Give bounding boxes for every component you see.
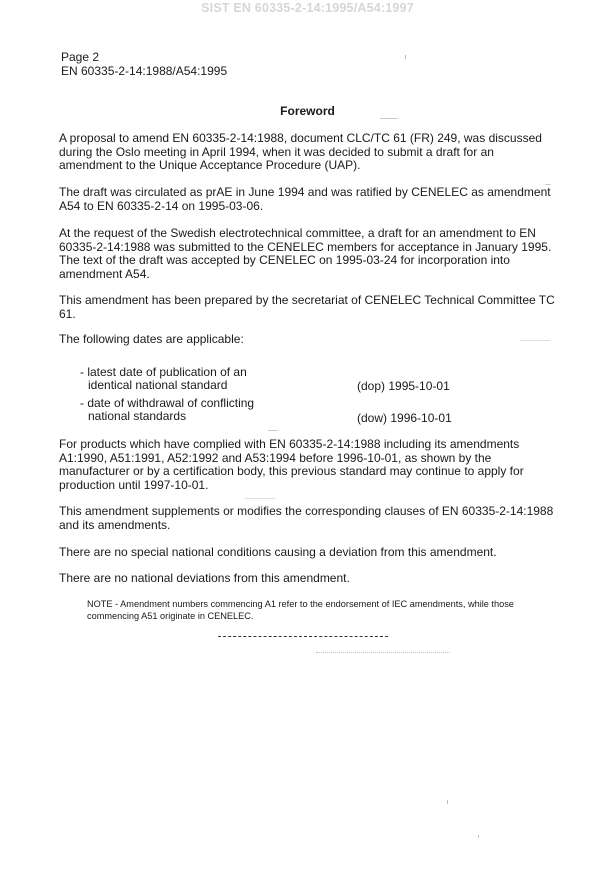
dop-label-line2: identical national standard [88,378,228,392]
dow-label-line1: - date of withdrawal of conflicting [80,396,255,410]
dow-code: (dow) [357,411,388,425]
scan-speck [268,430,278,431]
foreword-heading: Foreword [280,104,335,118]
scan-speck [545,184,551,185]
document-reference: EN 60335-2-14:1988/A54:1995 [61,64,228,78]
page-number: Page 2 [61,50,100,64]
scan-speck [447,800,448,804]
end-rule [218,636,388,637]
scan-speck [478,835,479,838]
dop-label-line1: - latest date of publication of an [80,365,247,379]
note: NOTE - Amendment numbers commencing A1 refer to the endorsement of IEC amendments, while those commencing A51 originate in CENELEC. [87,599,514,621]
paragraph-special-conditions: There are no special national conditions causing a deviation from this amendment. [59,545,497,559]
dop-code: (dop) [357,379,386,393]
scan-artifact [316,652,450,653]
paragraph-swedish-request: At the request of the Swedish electrotechnical committee, a draft for an amendment to EN 60335-2-14:1988 was submitted to the CENELEC members for acceptance in January 1995. The text of the draft was accepted by CENELEC on 1995-03-24 for incorporation into amendment A54. [59,226,552,281]
scan-speck [245,498,275,499]
dow-date [357,411,452,425]
dop-value: 1995-10-01 [388,379,450,393]
scan-speck [405,55,406,59]
paragraph-supplements: This amendment supplements or modifies the corresponding clauses of EN 60335-2-14:1988 and its amendments. [59,504,554,532]
paragraph-dates-intro: The following dates are applicable: [59,332,244,346]
paragraph-national-deviations: There are no national deviations from this amendment. [59,571,350,585]
watermark: SIST EN 60335-2-14:1995/A54:1997 [201,1,414,15]
paragraph-proposal: A proposal to amend EN 60335-2-14:1988, document CLC/TC 61 (FR) 249, was discussed during the Oslo meeting in April 1994, when it was decided to submit a draft for an amendment to the Unique Acceptance Procedure (UAP). [59,131,542,172]
dow-value: 1996-10-01 [390,411,452,425]
paragraph-secretariat: This amendment has been prepared by the secretariat of CENELEC Technical Committee TC 61. [59,293,555,321]
scan-speck [380,118,398,119]
dow-label-line2: national standards [88,409,187,423]
paragraph-transition: For products which have complied with EN 60335-2-14:1988 including its amendments A1:1990, A51:1991, A52:1992 and A53:1994 before 1996-10-01, as shown by the manufacturer or by a certification body, this previous standard may continue to apply for production until 1997-10-01. [59,437,524,492]
paragraph-circulation: The draft was circulated as prAE in June 1994 and was ratified by CENELEC as amendment A54 to EN 60335-2-14 on 1995-03-06. [59,185,551,213]
dop-date [357,379,450,393]
scan-speck [520,340,550,341]
